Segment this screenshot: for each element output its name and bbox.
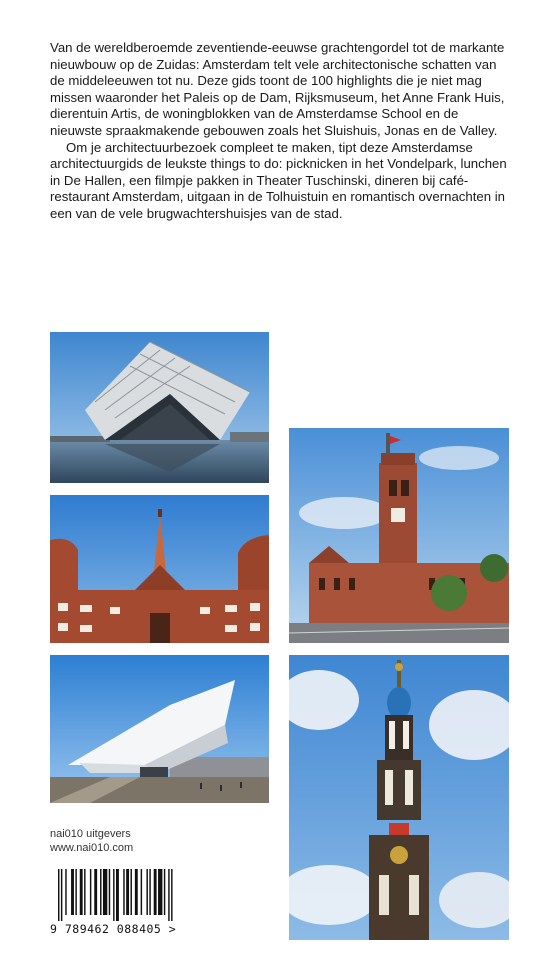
photo-westertoren [289,655,509,940]
back-cover-blurb [50,40,510,223]
photo-sluishuis [50,332,269,483]
publisher-name: nai010 uitgevers [50,828,131,840]
photo-beurs-van-berlage [289,428,509,643]
publisher-info [50,827,133,855]
blurb-paragraph-2: Om je architectuurbezoek compleet te maken, tipt deze Amsterdamse architectuurgids de leukste things to do: picknicken in het Vondelpark, lunchen in De Hallen, een filmpje pakken in Theater Tuschinski, dineren bij café-restaurant Amsterdam, uitgaan in de Tolhuistuin en romantisch overnachten in een van de vele brugwachtershuisjes van de stad. [50,139,507,221]
blurb-paragraph-1: Van de wereldberoemde zeventiende-eeuwse grachtengordel tot de markante nieuwbouw op de Zuidas: Amsterdam telt vele architectonische schatten van de middeleeuwen tot nu. Deze gids toont de 100 highlights die je niet mag missen waaronder het Paleis op de Dam, Rijksmuseum, het Anne Frank Huis, dierentuin Artis, de woningblokken van de Amsterdamse School en de nieuwste spraakmakende gebouwen zoals het Sluishuis, Jonas en de Valley. [50,40,505,138]
photo-het-schip [50,495,269,643]
photo-eye-filmmuseum [50,655,269,803]
publisher-website[interactable]: www.nai010.com [50,842,134,854]
isbn-digits: 9 789462 088405 > [50,922,177,936]
barcode-bars [50,869,210,921]
